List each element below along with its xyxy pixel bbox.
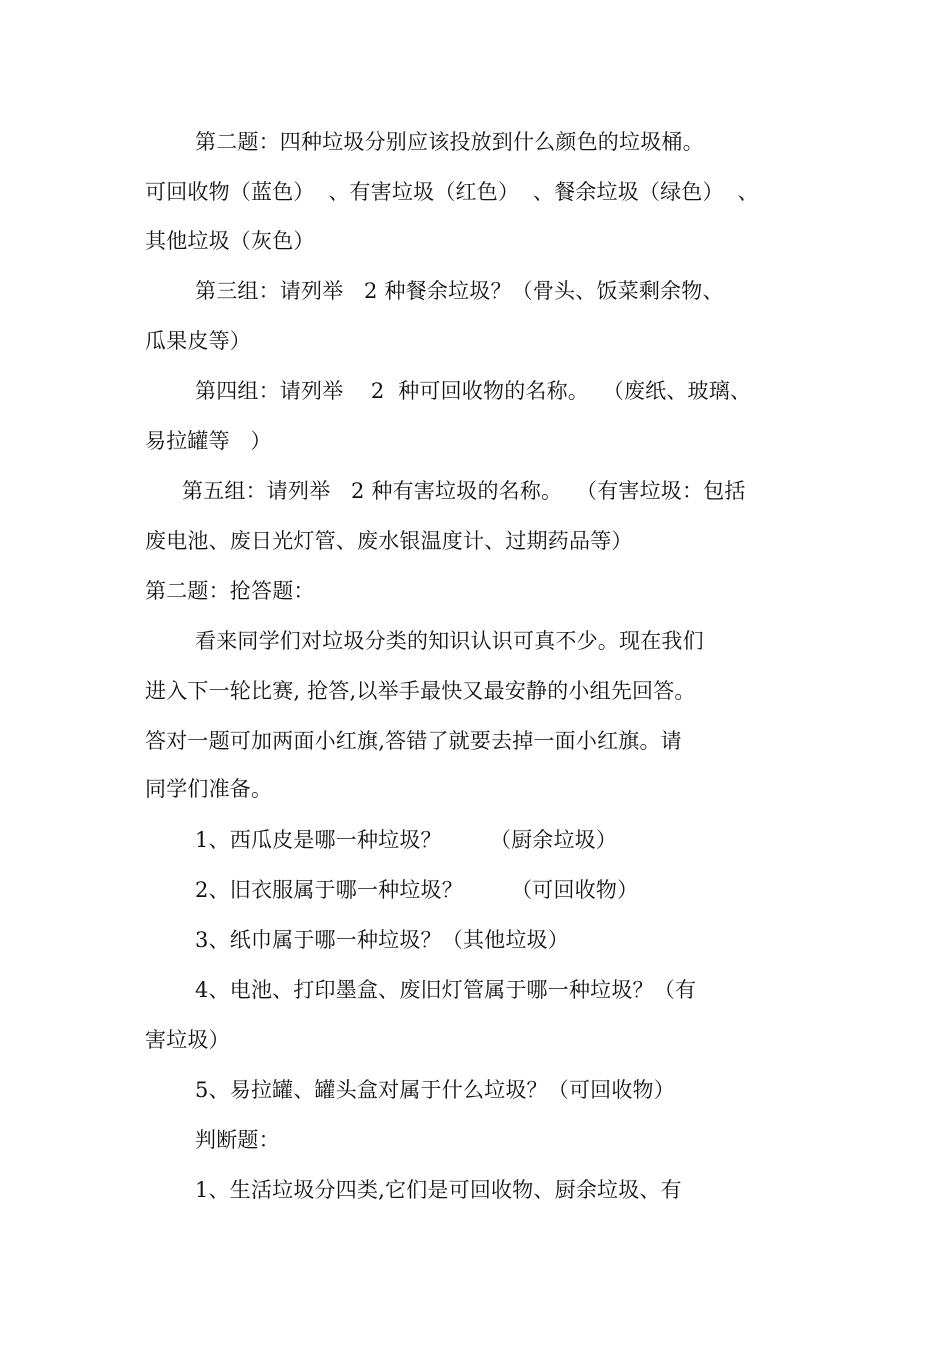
paragraph-line: 看来同学们对垃圾分类的知识认识可真不少。现在我们 (195, 629, 704, 653)
question-item: 1、西瓜皮是哪一种垃圾？ （厨余垃圾） (195, 828, 618, 852)
question-item: 1、生活垃圾分四类,它们是可回收物、厨余垃圾、有 (195, 1178, 682, 1202)
paragraph-line: 可回收物（蓝色） 、有害垃圾（红色） 、餐余垃圾（绿色） 、 (145, 180, 759, 204)
question-item: 3、纸巾属于哪一种垃圾？（其他垃圾） (195, 928, 569, 952)
question-item: 5、易拉罐、罐头盒对属于什么垃圾？（可回收物） (195, 1078, 675, 1102)
paragraph-line: 第四组：请列举 2 种可回收物的名称。 （废纸、玻璃、 (195, 379, 752, 403)
paragraph-line: 害垃圾） (145, 1028, 230, 1052)
section-heading: 第二题：抢答题： (145, 579, 315, 603)
paragraph-line: 第三组：请列举 2 种餐余垃圾？（骨头、饭菜剩余物、 (195, 279, 724, 303)
paragraph-line: 进入下一轮比赛, 抢答,以举手最快又最安静的小组先回答。 (145, 679, 696, 703)
paragraph-line: 易拉罐等 ） (145, 429, 272, 453)
paragraph-line: 同学们准备。 (145, 777, 273, 801)
paragraph-line: 第五组：请列举 2 种有害垃圾的名称。 （有害垃圾：包括 (182, 479, 746, 503)
question-item: 2、旧衣服属于哪一种垃圾？ （可回收物） (195, 878, 639, 902)
paragraph-line: 废电池、废日光灯管、废水银温度计、过期药品等） (145, 529, 633, 553)
section-heading: 判断题： (195, 1128, 280, 1152)
paragraph-line: 其他垃圾（灰色） (145, 229, 315, 253)
question-item: 4、电池、打印墨盒、废旧灯管属于哪一种垃圾？（有 (195, 978, 697, 1002)
paragraph-line: 第二题：四种垃圾分别应该投放到什么颜色的垃圾桶。 (195, 130, 704, 154)
paragraph-line: 答对一题可加两面小红旗,答错了就要去掉一面小红旗。请 (145, 729, 682, 753)
paragraph-line: 瓜果皮等） (145, 329, 251, 353)
